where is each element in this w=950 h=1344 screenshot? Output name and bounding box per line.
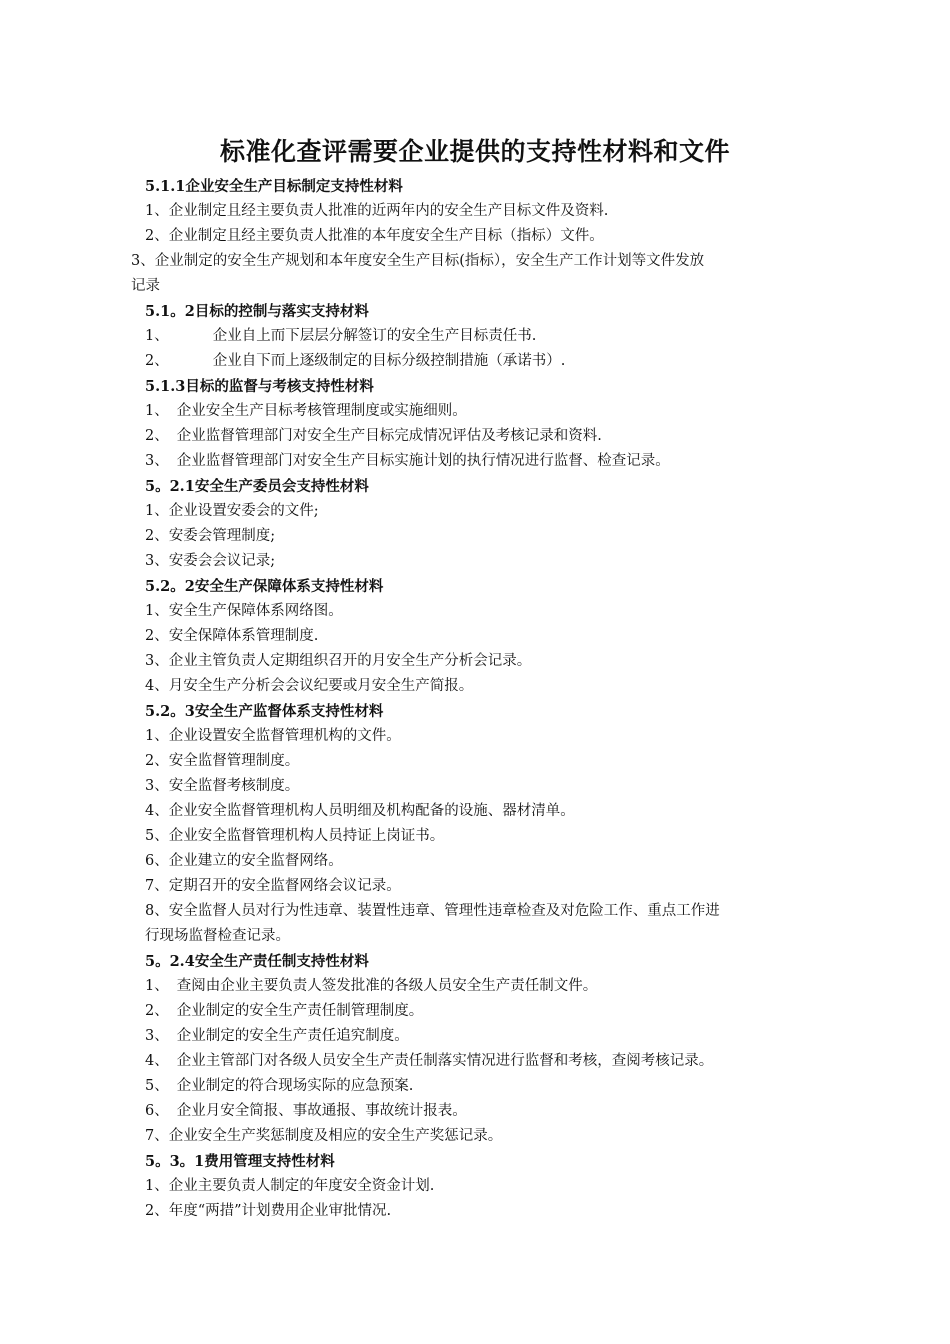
item-text: 企业制定的符合现场实际的应急预案.	[176, 1078, 414, 1094]
item-text: 企业主管部门对各级人员安全生产责任制落实情况进行监督和考核，查阅考核记录。	[176, 1053, 714, 1069]
list-item: 3、企业制定的安全生产规划和本年度安全生产目标(指标），安全生产工作计划等文件发放	[131, 253, 705, 269]
item-text: 企业制定的安全生产责任制管理制度。	[176, 1003, 424, 1019]
list-item: 2、安全监督管理制度。	[145, 753, 300, 769]
list-item: 3、安委会会议记录;	[145, 553, 276, 569]
item-number: 1、	[145, 978, 169, 994]
list-item: 8、安全监督人员对行为性违章、装置性违章、管理性违章检查及对危险工作、重点工作进	[145, 903, 720, 919]
list-item: 2、安委会管理制度;	[145, 528, 276, 544]
section-heading: 5。3。1费用管理支持性材料	[145, 1153, 335, 1170]
document-body	[0, 174, 950, 1224]
item-text: 企业安全生产目标考核管理制度或实施细则。	[176, 403, 467, 419]
list-item: 4、月安全生产分析会会议纪要或月安全生产简报。	[145, 678, 474, 694]
list-item: 3、安全监督考核制度。	[145, 778, 300, 794]
list-item-continuation: 记录	[131, 278, 160, 294]
document-title: 标准化查评需要企业提供的支持性材料和文件	[219, 137, 730, 166]
item-number: 4、	[145, 1053, 169, 1069]
item-number: 5、	[145, 1078, 169, 1094]
list-item: 1、企业设置安委会的文件;	[145, 503, 319, 519]
item-number: 6、	[145, 1103, 169, 1119]
item-text: 企业监督管理部门对安全生产目标实施计划的执行情况进行监督、检查记录。	[176, 453, 670, 469]
item-number: 2、	[145, 428, 169, 444]
section-heading: 5.2。3安全生产监督体系支持性材料	[145, 703, 384, 720]
section-heading: 5。2.4安全生产责任制支持性材料	[145, 953, 369, 970]
list-item	[145, 974, 950, 999]
list-item: 1、安全生产保障体系网络图。	[145, 603, 343, 619]
list-item: 6、企业建立的安全监督网络。	[145, 853, 343, 869]
item-number: 3、	[145, 1028, 169, 1044]
list-item: 3、企业主管负责人定期组织召开的月安全生产分析会记录。	[145, 653, 532, 669]
item-text: 企业自下而上逐级制定的目标分级控制措施（承诺书）.	[212, 353, 566, 369]
list-item: 7、定期召开的安全监督网络会议记录。	[145, 878, 401, 894]
list-item-continuation: 行现场监督检查记录。	[145, 928, 290, 944]
item-text: 企业月安全简报、事故通报、事故统计报表。	[176, 1103, 467, 1119]
list-item	[145, 1099, 950, 1124]
item-number: 2、	[145, 353, 169, 369]
item-number: 1、	[145, 328, 169, 344]
item-number: 3、	[145, 453, 169, 469]
list-item: 1、企业制定且经主要负责人批准的近两年内的安全生产目标文件及资料.	[145, 203, 609, 219]
item-text: 企业自上而下层层分解签订的安全生产目标责任书.	[212, 328, 537, 344]
list-item: 7、企业安全生产奖惩制度及相应的安全生产奖惩记录。	[145, 1128, 503, 1144]
list-item	[145, 424, 950, 449]
item-text: 企业监督管理部门对安全生产目标完成情况评估及考核记录和资料.	[176, 428, 602, 444]
section-heading: 5.2。2安全生产保障体系支持性材料	[145, 578, 384, 595]
list-item	[145, 999, 950, 1024]
section-heading: 5。2.1安全生产委员会支持性材料	[145, 478, 369, 495]
list-item: 1、企业主要负责人制定的年度安全资金计划.	[145, 1178, 435, 1194]
item-number: 1、	[145, 403, 169, 419]
item-text: 查阅由企业主要负责人签发批准的各级人员安全生产责任制文件。	[176, 978, 598, 994]
list-item	[145, 1024, 950, 1049]
section-heading: 5.1.1企业安全生产目标制定支持性材料	[145, 178, 403, 195]
list-item	[145, 324, 950, 349]
list-item	[145, 1049, 950, 1074]
list-item: 2、安全保障体系管理制度.	[145, 628, 319, 644]
list-item: 2、企业制定且经主要负责人批准的本年度安全生产目标（指标）文件。	[145, 228, 604, 244]
list-item	[145, 449, 950, 474]
section-heading: 5.1.3目标的监督与考核支持性材料	[145, 378, 374, 395]
list-item: 4、企业安全监督管理机构人员明细及机构配备的设施、器材清单。	[145, 803, 575, 819]
list-item	[145, 1074, 950, 1099]
list-item: 2、年度“两措”计划费用企业审批情况.	[145, 1203, 392, 1219]
list-item: 1、企业设置安全监督管理机构的文件。	[145, 728, 401, 744]
list-item: 5、企业安全监督管理机构人员持证上岗证书。	[145, 828, 445, 844]
item-text: 企业制定的安全生产责任追究制度。	[176, 1028, 409, 1044]
list-item	[145, 349, 950, 374]
list-item	[145, 399, 950, 424]
item-number: 2、	[145, 1003, 169, 1019]
section-heading: 5.1。2目标的控制与落实支持材料	[145, 303, 369, 320]
